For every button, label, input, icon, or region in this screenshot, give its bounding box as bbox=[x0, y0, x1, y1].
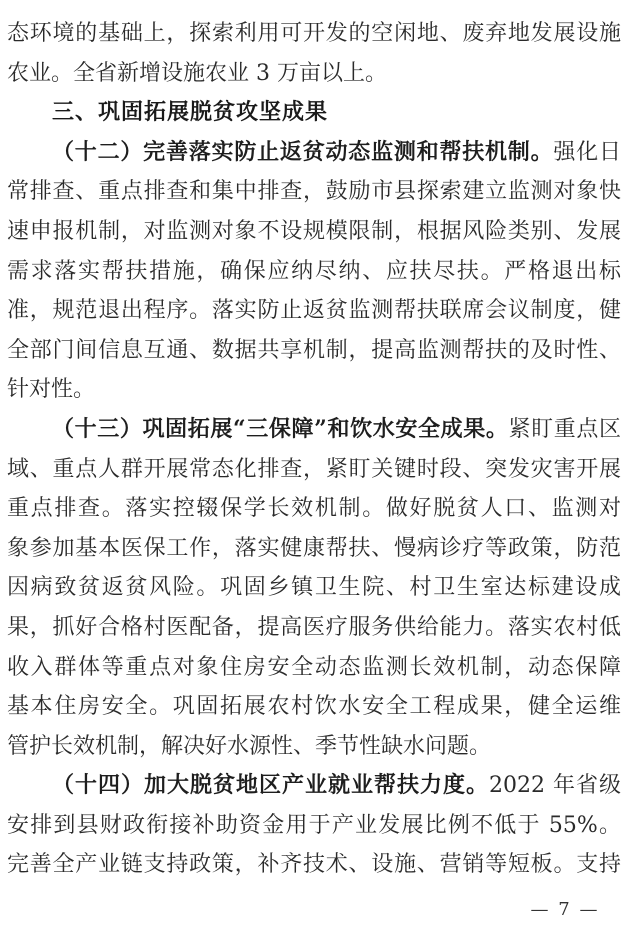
body-text: 2022 年省级 bbox=[489, 773, 621, 799]
body-text-line: 安排到县财政衔接补助资金用于产业发展比例不低于 55%。 bbox=[7, 812, 621, 838]
body-text-line: 基本住房安全。巩固拓展农村饮水安全工程成果，健全运维 bbox=[7, 694, 621, 720]
item-first-line bbox=[7, 133, 621, 173]
item-number: （十二） bbox=[52, 138, 144, 165]
body-text: 紧盯重点区 bbox=[508, 416, 621, 442]
body-text: 强化日 bbox=[553, 139, 621, 165]
body-text-line: 需求落实帮扶措施，确保应纳尽纳、应扶尽扶。严格退出标 bbox=[7, 258, 621, 284]
body-text-line: 重点排查。落实控辍保学长效机制。做好脱贫人口、监测对 bbox=[7, 496, 621, 522]
body-text-line: 象参加基本医保工作，落实健康帮扶、慢病诊疗等政策，防范 bbox=[7, 535, 621, 561]
body-text-line: 管护长效机制，解决好水源性、季节性缺水问题。 bbox=[7, 733, 492, 759]
section-heading: 三、巩固拓展脱贫攻坚成果 bbox=[52, 100, 329, 126]
body-text-line: 收入群体等重点对象住房安全动态监测长效机制，动态保障 bbox=[7, 654, 621, 680]
item-number: （十四） bbox=[52, 772, 144, 799]
item-title: 加大脱贫地区产业就业帮扶力度。 bbox=[144, 772, 489, 799]
body-text-line: 农业。全省新增设施农业 3 万亩以上。 bbox=[7, 60, 387, 86]
body-text-line: 果，抓好合格村医配备，提高医疗服务供给能力。落实农村低 bbox=[7, 614, 621, 640]
body-text-line: 准，规范退出程序。落实防止返贫监测帮扶联席会议制度，健 bbox=[7, 298, 621, 324]
body-text-line: 域、重点人群开展常态化排查，紧盯关键时段、突发灾害开展 bbox=[7, 456, 621, 482]
item-first-line bbox=[7, 410, 621, 450]
body-text-line: 态环境的基础上，探索利用可开发的空闲地、废弃地发展设施 bbox=[7, 21, 621, 46]
item-first-line bbox=[7, 766, 621, 806]
body-text-line: 因病致贫返贫风险。巩固乡镇卫生院、村卫生室达标建设成 bbox=[7, 575, 621, 601]
body-text-line: 针对性。 bbox=[7, 377, 96, 403]
item-number: （十三） bbox=[52, 415, 143, 442]
document-page bbox=[7, 14, 621, 885]
body-text-line: 完善全产业链支持政策，补齐技术、设施、营销等短板。支持 bbox=[7, 852, 621, 878]
body-text-line: 速申报机制，对监测对象不设规模限制，根据风险类别、发展 bbox=[7, 218, 621, 244]
item-title: 完善落实防止返贫动态监测和帮扶机制。 bbox=[143, 138, 554, 165]
page-number: — 7 — bbox=[530, 899, 600, 920]
body-text-line: 常排查、重点排查和集中排查，鼓励市县探索建立监测对象快 bbox=[7, 179, 621, 205]
item-title: 巩固拓展“三保障”和饮水安全成果。 bbox=[142, 415, 509, 442]
body-text-line: 全部门间信息互通、数据共享机制，提高监测帮扶的及时性、 bbox=[7, 337, 621, 363]
